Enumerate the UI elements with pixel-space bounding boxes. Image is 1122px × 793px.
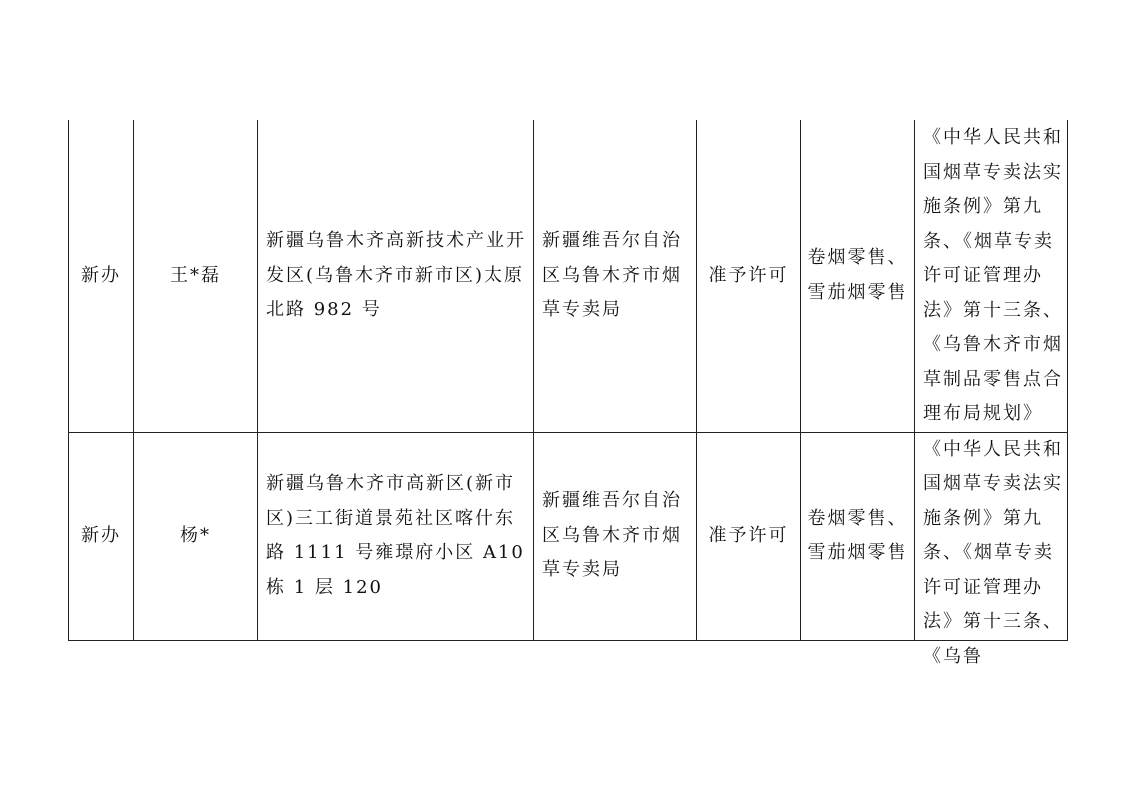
issuing-authority-cell: 新疆维吾尔自治区乌鲁木齐市烟草专卖局 <box>534 432 697 640</box>
table-row <box>69 120 1068 432</box>
business-address-cell: 新疆乌鲁木齐市高新区(新市区)三工街道景苑社区喀什东路 1111 号雍璟府小区 A10 栋 1 层 120 <box>258 432 534 640</box>
applicant-name-cell: 王*磊 <box>134 120 258 432</box>
decision-cell: 准予许可 <box>697 432 801 640</box>
permit-table <box>68 120 1068 667</box>
license-type-cell: 新办 <box>69 120 134 432</box>
license-type-cell: 新办 <box>69 432 134 640</box>
business-scope-cell: 卷烟零售、雪茄烟零售 <box>801 432 915 640</box>
legal-basis-cell <box>915 120 1068 432</box>
decision-cell: 准予许可 <box>697 120 801 432</box>
table-row <box>69 432 1068 640</box>
legal-basis-text: 《中华人民共和国烟草专卖法实施条例》第九条、《烟草专卖许可证管理办法》第十三条、《乌鲁 <box>923 438 1063 667</box>
business-address-cell: 新疆乌鲁木齐高新技术产业开发区(乌鲁木齐市新市区)太原北路 982 号 <box>258 120 534 432</box>
applicant-name-cell: 杨* <box>134 432 258 640</box>
legal-basis-cell <box>915 432 1068 667</box>
issuing-authority-cell: 新疆维吾尔自治区乌鲁木齐市烟草专卖局 <box>534 120 697 432</box>
business-scope-cell: 卷烟零售、雪茄烟零售 <box>801 120 915 432</box>
legal-basis-text: 《中华人民共和国烟草专卖法实施条例》第九条、《烟草专卖许可证管理办法》第十三条、《乌鲁木齐市烟草制品零售点合理布局规划》 <box>923 127 1063 424</box>
